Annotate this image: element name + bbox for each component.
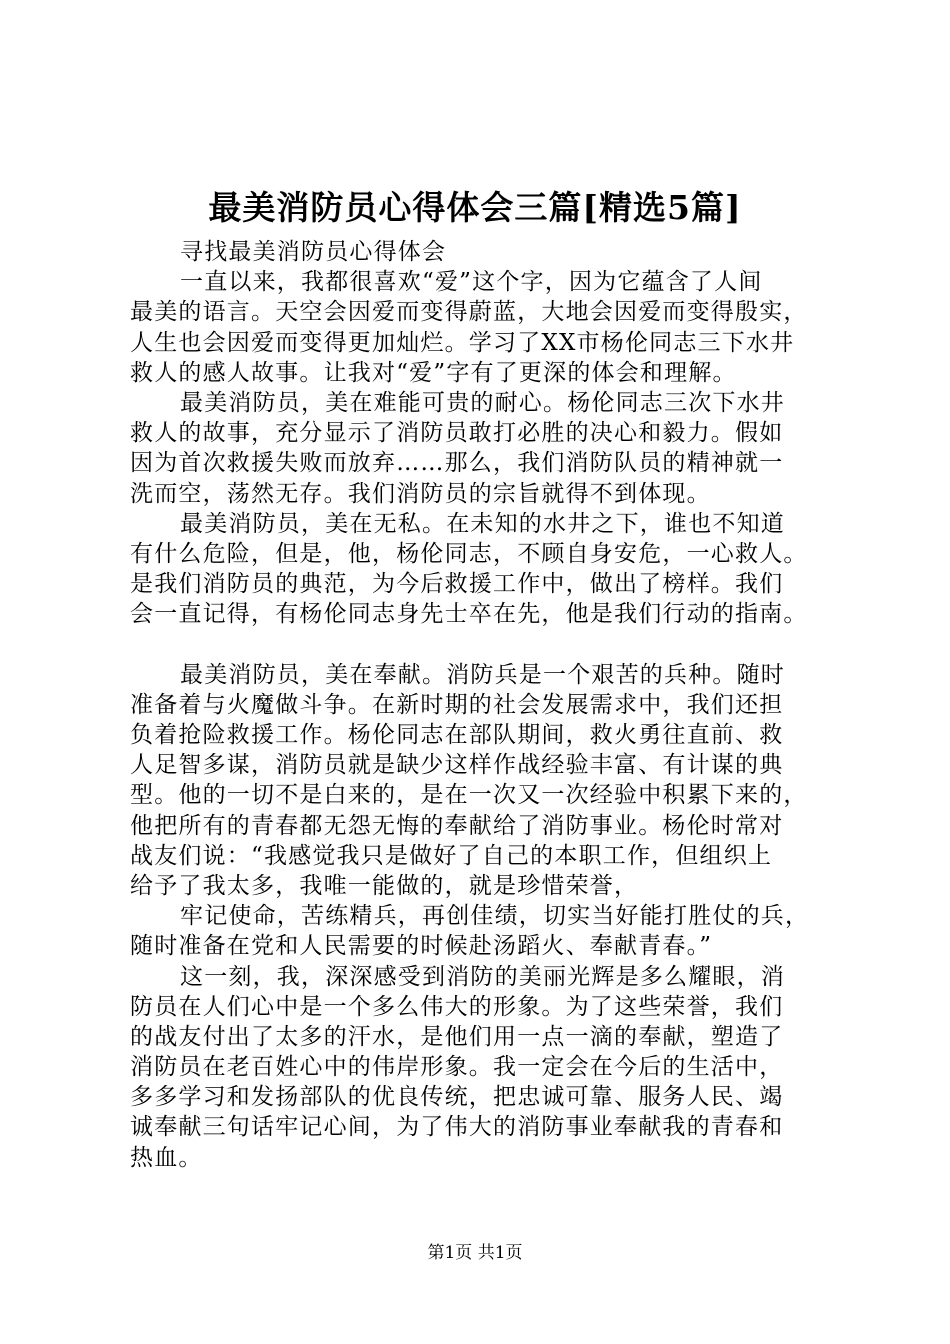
text-line: 多多学习和发扬部队的优良传统，把忠诚可靠、服务人民、竭	[130, 1084, 784, 1111]
text-line: 救人的故事，充分显示了消防员敢打必胜的决心和毅力。假如	[130, 420, 784, 447]
text-line: 一直以来，我都很喜欢“爱”这个字，因为它蕴含了人间	[180, 269, 763, 296]
blank-line	[130, 629, 850, 659]
text-line: 最美消防员，美在无私。在未知的水井之下，谁也不知道	[180, 510, 785, 537]
page-footer: 第1页 共1页	[427, 1243, 523, 1263]
text-line: 随时准备在党和人民需要的时候赴汤蹈火、奉献青春。”	[130, 933, 713, 960]
text-line: 的战友付出了太多的汗水，是他们用一点一滴的奉献，塑造了	[130, 1023, 784, 1050]
text-line: 这一刻，我，深深感受到消防的美丽光辉是多么耀眼，消	[180, 963, 785, 990]
text-line: 热血。	[130, 1144, 203, 1171]
text-line: 型。他的一切不是白来的，是在一次又一次经验中积累下来的，	[130, 782, 808, 809]
text-line: 最美消防员，美在难能可贵的耐心。杨伦同志三次下水井	[180, 389, 785, 416]
text-line: 战友们说：“我感觉我只是做好了自己的本职工作，但组织上	[130, 842, 773, 869]
document-body	[130, 237, 850, 1173]
text-line: 防员在人们心中是一个多么伟大的形象。为了这些荣誉，我们	[130, 993, 784, 1020]
text-line: 会一直记得，有杨伦同志身先士卒在先，他是我们行动的指南。	[130, 601, 808, 628]
document-title: 最美消防员心得体会三篇[精选5篇]	[208, 188, 742, 227]
text-line: 人足智多谋，消防员就是缺少这样作战经验丰富、有计谋的典	[130, 752, 784, 779]
text-line: 最美消防员，美在奉献。消防兵是一个艰苦的兵种。随时	[180, 661, 785, 688]
text-line: 寻找最美消防员心得体会	[180, 239, 447, 265]
text-line: 诚奉献三句话牢记心间，为了伟大的消防事业奉献我的青春和	[130, 1114, 784, 1141]
text-line: 消防员在老百姓心中的伟岸形象。我一定会在今后的生活中，	[130, 1054, 784, 1081]
text-line: 牢记使命，苦练精兵，再创佳绩，切实当好能打胜仗的兵，	[180, 903, 810, 930]
text-line: 最美的语言。天空会因爱而变得蔚蓝，大地会因爱而变得殷实，	[130, 299, 808, 326]
text-line: 救人的感人故事。让我对“爱”字有了更深的体会和理解。	[130, 359, 737, 386]
text-line: 负着抢险救援工作。杨伦同志在部队期间，救火勇往直前、救	[130, 722, 784, 748]
text-line: 准备着与火魔做斗争。在新时期的社会发展需求中，我们还担	[130, 691, 784, 718]
text-line: 因为首次救援失败而放弃……那么，我们消防队员的精神就一	[130, 450, 784, 477]
text-line: 是我们消防员的典范，为今后救援工作中，做出了榜样。我们	[130, 571, 784, 598]
text-line: 他把所有的青春都无怨无悔的奉献给了消防事业。杨伦时常对	[130, 812, 784, 839]
text-line: 有什么危险，但是，他，杨伦同志，不顾自身安危，一心救人。	[130, 540, 808, 567]
text-line: 给予了我太多，我唯一能做的，就是珍惜荣誉，	[130, 872, 639, 899]
text-line: 人生也会因爱而变得更加灿烂。学习了XX市杨伦同志三下水井	[130, 329, 795, 356]
text-line: 洗而空，荡然无存。我们消防员的宗旨就得不到体现。	[130, 480, 711, 507]
